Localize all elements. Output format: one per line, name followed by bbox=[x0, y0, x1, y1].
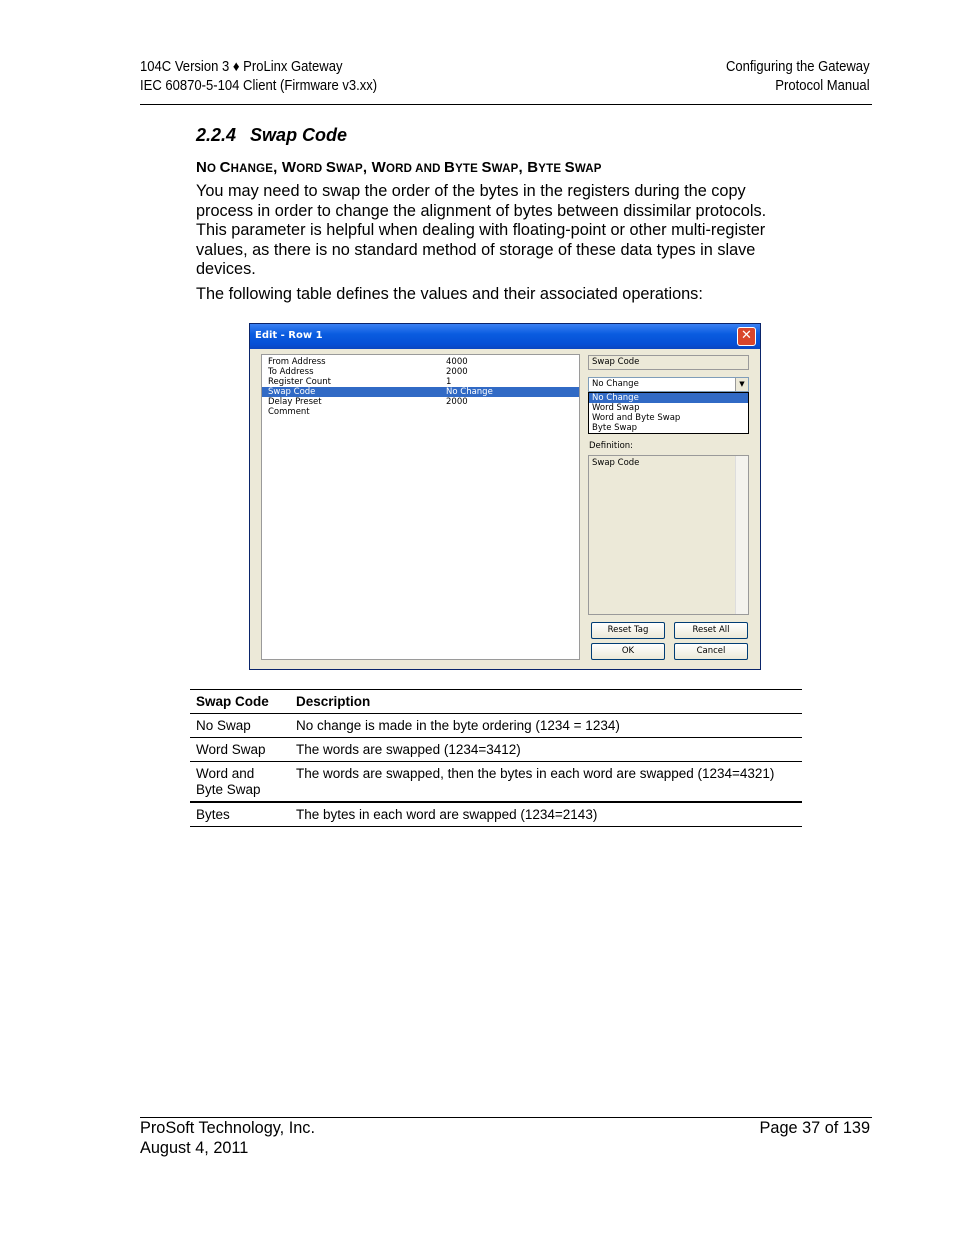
column-header: Swap Code bbox=[196, 694, 269, 709]
table-row bbox=[190, 738, 802, 762]
list-row-comment[interactable]: Comment bbox=[268, 407, 310, 417]
definition-label: Definition: bbox=[589, 441, 634, 451]
table-cell: The words are swapped, then the bytes in each word are swapped (1234=4321) bbox=[296, 766, 775, 781]
footer-date: August 4, 2011 bbox=[140, 1138, 249, 1157]
definition-text: Swap Code bbox=[592, 458, 640, 468]
option-word-and-byte-swap[interactable]: Word and Byte Swap bbox=[592, 413, 681, 423]
list-row-delay-preset[interactable]: Delay Preset 2000 bbox=[268, 397, 468, 407]
option-no-change[interactable]: No Change bbox=[589, 393, 748, 403]
table-cell: The words are swapped (1234=3412) bbox=[296, 742, 521, 757]
field-name-box: Swap Code bbox=[588, 355, 749, 370]
header-manual: Protocol Manual bbox=[775, 78, 870, 94]
definition-textbox bbox=[588, 455, 749, 615]
list-row-swap-code[interactable]: Swap Code No Change bbox=[262, 387, 579, 397]
option-word-swap[interactable]: Word Swap bbox=[592, 403, 640, 413]
table-cell: No change is made in the byte ordering (1234 = 1234) bbox=[296, 718, 620, 733]
swap-options-subheading: NO CHANGE, WORD SWAP, WORD AND BYTE SWAP, BYTE SWAP bbox=[196, 159, 602, 176]
header-rule bbox=[140, 104, 872, 105]
chevron-down-icon[interactable]: ▼ bbox=[735, 378, 748, 391]
column-header: Description bbox=[296, 694, 371, 709]
definition-scrollbar[interactable] bbox=[735, 456, 748, 614]
cancel-button[interactable]: Cancel bbox=[674, 643, 748, 660]
swap-code-table bbox=[190, 689, 802, 827]
header-left bbox=[140, 58, 377, 96]
swap-code-combobox[interactable] bbox=[588, 377, 749, 392]
option-byte-swap[interactable]: Byte Swap bbox=[592, 423, 638, 433]
footer-rule bbox=[140, 1117, 872, 1118]
section-number: 2.2.4 bbox=[196, 125, 237, 145]
table-header-row bbox=[190, 690, 802, 714]
table-cell: Word and Byte Swap bbox=[196, 766, 261, 797]
list-row-register-count[interactable]: Register Count 1 bbox=[268, 377, 452, 387]
header-firmware: IEC 60870-5-104 Client (Firmware v3.xx) bbox=[140, 78, 378, 94]
reset-all-button[interactable]: Reset All bbox=[674, 622, 748, 639]
table-intro-paragraph: The following table defines the values and their associated operations: bbox=[196, 285, 703, 303]
section-title: Swap Code bbox=[250, 125, 348, 145]
table-cell: Word Swap bbox=[196, 742, 266, 757]
table-row bbox=[190, 762, 802, 803]
footer-page-number: Page 37 of 139 bbox=[759, 1119, 870, 1137]
list-row-to-address[interactable]: To Address 2000 bbox=[268, 367, 468, 377]
reset-tag-button[interactable]: Reset Tag bbox=[591, 622, 665, 639]
close-icon[interactable]: ✕ bbox=[737, 327, 756, 346]
ok-button[interactable]: OK bbox=[591, 643, 665, 660]
edit-row-dialog bbox=[249, 323, 761, 670]
header-right bbox=[726, 58, 870, 96]
table-row bbox=[190, 714, 802, 738]
dialog-titlebar bbox=[250, 324, 760, 349]
header-product: 104C Version 3 ♦ ProLinx Gateway bbox=[140, 59, 343, 75]
footer-company: ProSoft Technology, Inc. bbox=[140, 1119, 315, 1137]
table-cell: Bytes bbox=[196, 807, 230, 822]
section-heading bbox=[196, 125, 347, 146]
table-cell: The bytes in each word are swapped (1234=2143) bbox=[296, 807, 598, 822]
list-row-from-address[interactable]: From Address 4000 bbox=[268, 357, 468, 367]
parameter-list[interactable] bbox=[261, 354, 580, 660]
footer-left bbox=[140, 1119, 315, 1158]
intro-paragraph: You may need to swap the order of the bytes in the registers during the copy process in order to change the alignment of bytes between dissimilar protocols. This parameter is helpful when dealing with floating-point or other multi-register values, as there is no standard method of storage of these data types in slave devices. bbox=[196, 182, 767, 279]
table-row bbox=[190, 802, 802, 827]
combo-value: No Change bbox=[592, 379, 639, 389]
swap-code-dropdown-list[interactable] bbox=[588, 392, 749, 434]
table-cell: No Swap bbox=[196, 718, 251, 733]
dialog-title: Edit - Row 1 bbox=[255, 330, 323, 341]
header-chapter: Configuring the Gateway bbox=[726, 59, 870, 75]
